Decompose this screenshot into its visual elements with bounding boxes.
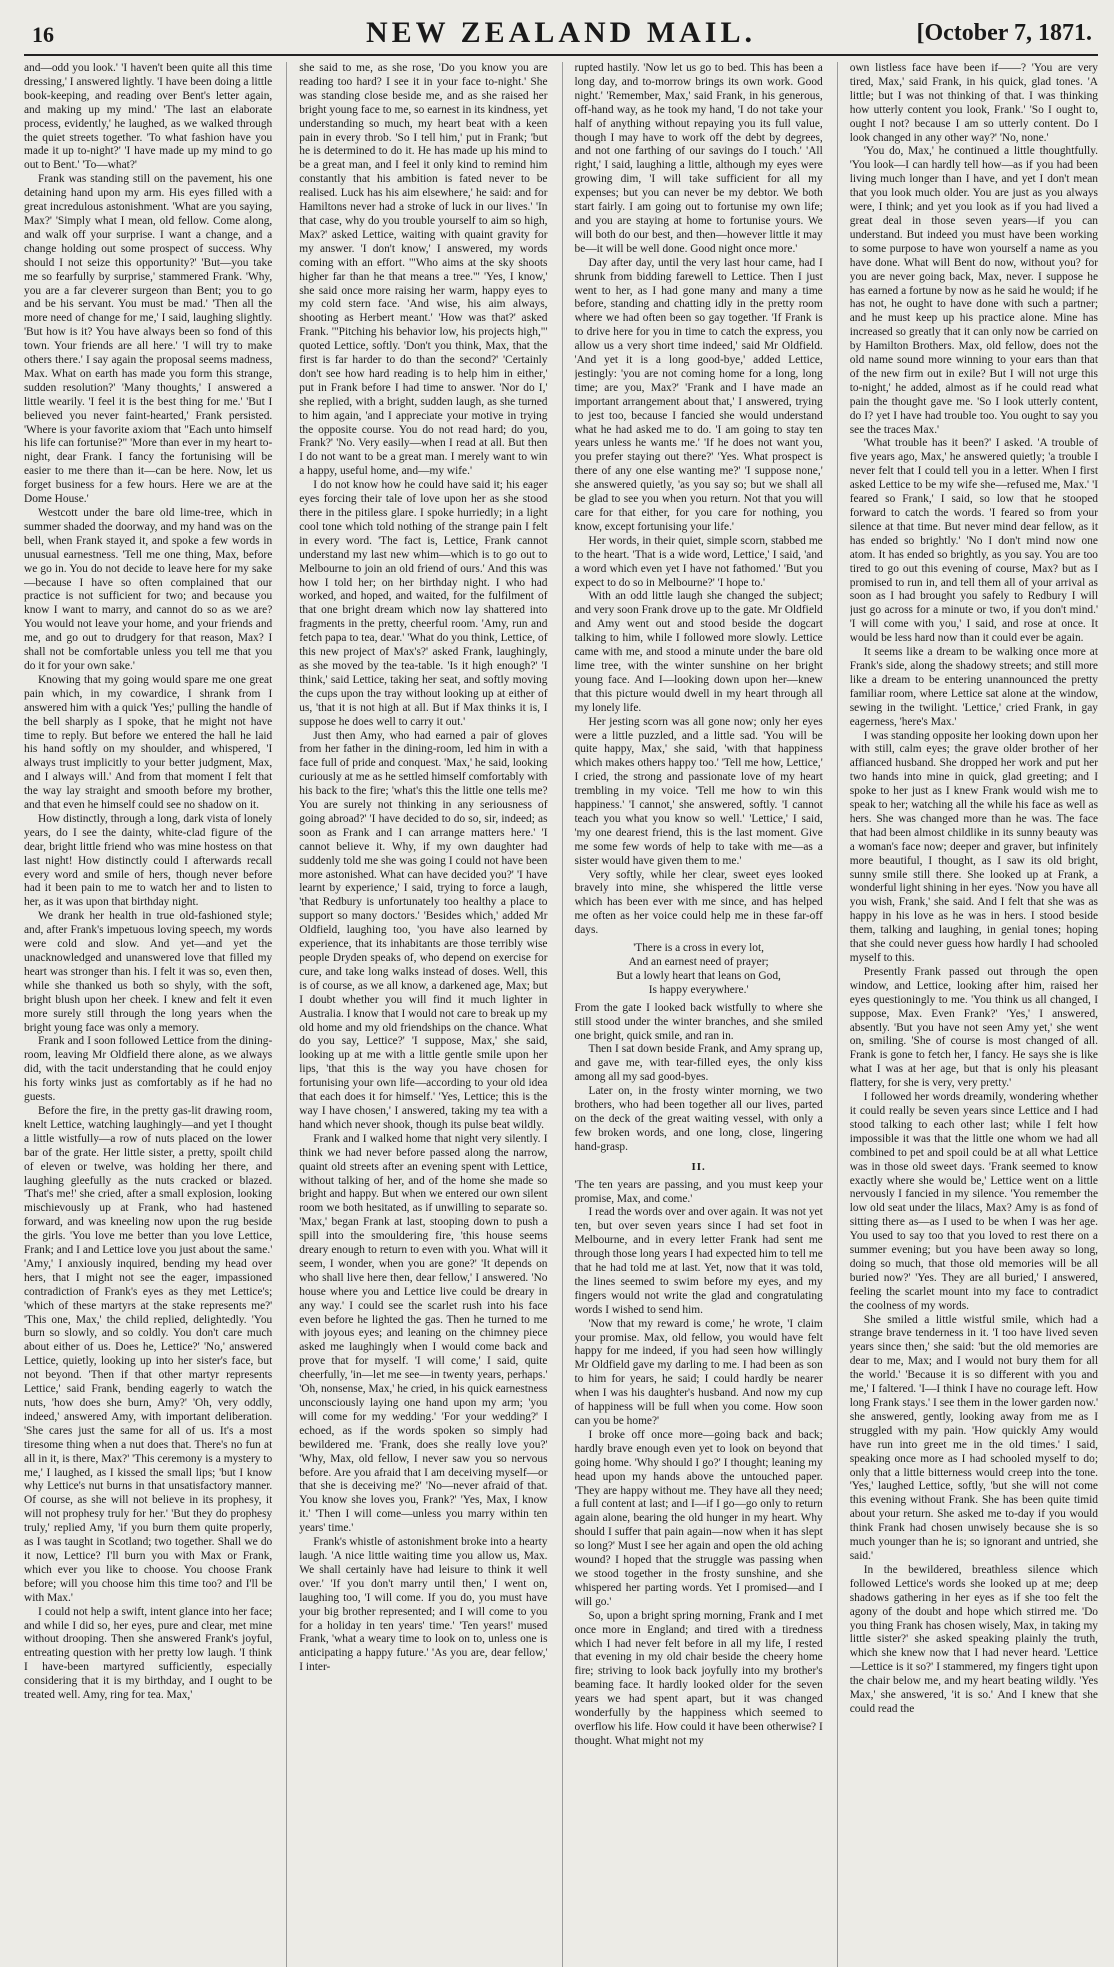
- column-2: [286, 62, 547, 1967]
- paragraph: 'Now that my reward is come,' he wrote, 'I claim your promise. Max, old fellow, you would have felt happy for me indeed, if you had seen how willingly Mr Oldfield gave my darling to me. I had been as son to him for years, he said; I could hardly be nearer when I was his daughter's husband. And now my cup of happiness will be full when you come. How soon can you be home?': [574, 1317, 823, 1427]
- paragraph: Just then Amy, who had earned a pair of gloves from her father in the dining-room, led him in with a face full of pride and conquest. 'Max,' he said, looking curiously at me as he settled himself comfortably with his back to the fire; 'what's this the little one tells me? You are surely not thinking in any seriousness of going abroad?' 'I have decided to do so, sir, indeed; as soon as Frank and I can arrange matters here.' 'I cannot believe it. Why, if my own daughter had suddenly told me she was going I could not have been more astonished. What can have decided you?' 'I have learnt by experience,' I said, trying to force a laugh, 'that Redbury is unfortunately too healthy a place to support so many doctors.' 'Besides which,' added Mr Oldfield, laughing too, 'you have also learned by experience, that its inhabitants are those terribly wise people Dryden speaks of, who depend on exercise for cure, and take long walks instead of doses. Well, this is of course, as we all know, a darkened age, Max; but I doubt whether you will find it much lighter in Australia. I know that I would not care to break up my old home and my old friendships on the chance. What do you say, Lettice?' 'I suppose, Max,' she said, looking up at me with a little gentle smile upon her lips, 'that this is the way you have chosen for fortunising your own life—according to your old idea that each does it for himself.' 'Yes, Lettice; this is the way I have chosen,' I answered, taking my tea with a hand which never shook, though its pulse beat wildly.: [299, 729, 548, 1131]
- column-1: [24, 62, 272, 1967]
- paragraph: From the gate I looked back wistfully to where she still stood under the winter branches, and she smiled one bright, quick smile, and ran in.: [574, 1001, 823, 1042]
- paragraph: 'You do, Max,' he continued a little thoughtfully. 'You look—I can hardly tell how—as if you had been living much longer than I have, and yet I don't mean that you look much older. You are just as you always were, I think; and yet you look as if you had lived a great deal in those seven years—if you can understand. But indeed you must have been working to some purpose to have won yourself a name as you have done. What will Bent do now, without you? for you are never going back, Max, never. I suppose he has earned a fortune by now as he said he would; if he has not, he ought to have done with such a partner; and he must keep up his practice alone. Mine has increased so greatly that it can only now be carried on by Hamilton Brothers. Max, old fellow, does not the old name sound more winning to your ears than that of the new firm out in exile? But I will not urge this to-night,' he added, almost as if he could read what pain the thought gave me. 'So I look utterly content, do I? yet I have had trouble too. You ought to say you see the traces Max.': [849, 145, 1098, 436]
- column-1-text: [24, 62, 272, 1703]
- verse-line: And an earnest need of prayer;: [628, 956, 769, 968]
- paragraph: How distinctly, through a long, dark vista of lonely years, do I see the dainty, white-clad figure of the dear, bright little friend who was mine hostess on that last night! How distinctly could I afterwards recall every word and smile of hers, though never before had it been pain to me to watch her and to listen to her, as it was upon that birthday night.: [24, 812, 273, 909]
- verse-block: [575, 942, 823, 998]
- paragraph: Before the fire, in the pretty gas-lit drawing room, knelt Lettice, watching laughingly—and yet I thought a little wistfully—a row of nuts placed on the lower bar of the grate. Her little sister, a pretty, spoilt child of eleven or twelve, was holding her there, and laughing gleefully as the nuts cracked or blazed. 'That's me!' she cried, after a small explosion, looking mischievously up at Frank, who had hastened forward, and was kneeling now upon the rug beside the girls. 'You love me better than you love Lettice, Frank; and I and Lettice love you just about the same.' 'Amy,' I anxiously inquired, bending my head over hers, that I might not see the eager, impassioned contradiction of Frank's eyes as they met Lettice's; 'which of these martyrs at the stake represents me?' 'This one, Max,' the child replied, delightedly. 'You burn so slowly, and so coldly. You don't care much about either of us. Does he, Lettice?' 'No,' answered Lettice, quietly, looking up into her sister's face, but not beyond. 'Then if that other martyr represents Lettice,' said Frank, bending eagerly to watch the nuts, 'how does she burn, Amy?' 'Oh, very oddly, indeed,' answered Amy, with important deliberation. 'She cares just the same for all of us. It's a most tiresome thing when a nut does that. There's no fun at all in it, is there, Max?' 'This ceremony is a mystery to me,' I laughed, as I kissed the small lips; 'but I know why Lettice's nut burns in that unsatisfactory manner. Of course, as she will not believe in its prophesy, it will not prophesy truly for her.' 'But they do prophesy truly,' replied Amy, 'if you burn them quite properly, as I was taught in Scotland; two together. Shall we do it now, Lettice? I'll burn you with Max or Frank, which ever you like to choose. You choose Frank before; will you choose him this time too? and I'll be with Max.': [24, 1104, 273, 1604]
- paragraph: With an odd little laugh she changed the subject; and very soon Frank drove up to the gate. Mr Oldfield and Amy went out and stood beside the dogcart talking to him, while I followed more slowly. Lettice came with me, and stood a minute under the bare old lime tree, with the winter sunshine on her bright young face. And I—looking down upon her—knew that this picture would dwell in my heart through all my lonely life.: [574, 590, 823, 714]
- page-number: 16: [32, 22, 54, 47]
- paragraph: I could not help a swift, intent glance into her face; and while I did so, her eyes, pure and clear, met mine without drooping. Then she answered Frank's joyful, entreating question with her pretty low laugh. 'I think I have-been martyred sufficiently, especially considering that it is my birthday, and I ought to be treated well. Amy, ring for tea. Max,': [24, 1605, 273, 1702]
- paragraph: 'What trouble has it been?' I asked. 'A trouble of five years ago, Max,' he answered quietly; 'a trouble I never felt that I could tell you in a letter. When I first asked Lettice to be my wife she—refused me, Max.' 'I feared so Frank,' I said, so low that he stooped forward to catch the words. 'I feared so from your silence at that time. But never mind dear fellow, as it has ended so brightly.' 'No I don't mind now one atom. It has ended so brightly, as you say. You are too tired to go out this evening of course, Max? but as I promised to run in, and tell them all of your arrival as soon as I had brought you safely to Redbury I will just go across for a minute or two, if you don't mind.' 'I will come with you,' I said, and rose at once. It would be less hard now than it could ever be again.: [849, 437, 1098, 645]
- article-columns: [24, 62, 1098, 1967]
- column-4-text: [850, 62, 1098, 1717]
- verse-line: But a lowly heart that leans on God,: [616, 969, 781, 982]
- paragraph: In the bewildered, breathless silence which followed Lettice's words she looked up at me; deep shadows gathering in her eyes as if she too felt the agony of the doubt and hope which stirred me. 'Do you thing Frank has chosen wisely, Max, in taking my little sister?' she asked speaking plainly the truth, which she knew now that I had never heard. 'Lettice—Lettice is it so?' I stammered, my fingers tight upon the chair below me, and my heart beating wildly. 'Yes Max,' she answered, 'it is so.' And I knew that she could read the: [849, 1563, 1098, 1715]
- header-rule: [24, 54, 1098, 56]
- paragraph: Day after day, until the very last hour came, had I shrunk from bidding farewell to Lettice. Then I just went to her, as I had gone many and many a time before, standing and chatting idly in the pretty room where we had often been so gay together. 'If Frank is to drive here for you in time to catch the express, you allow us a very short time indeed,' said Mr Oldfield. 'And yet it is a long good-bye,' added Lettice, jestingly: 'you are not coming home for a long, long time; are you, Max?' 'Frank and I have made an important arrangement about that,' I answered, trying to jest too, because I fancied she would understand what he had asked me to do. 'I am going to stay ten years unless he wants me.' 'If he does not want you, you prefer staying out there?' 'Yes. What prospect is there of any one else wanting me?' 'I suppose none,' she answered quietly, 'as you say so; but we shall all be glad to see you when you return. Not that you will care for that either, for you care for nothing, you know, except fortunising your life.': [574, 256, 823, 533]
- verse-line: Is happy everywhere.': [648, 983, 749, 996]
- paragraph: and—odd you look.' 'I haven't been quite all this time dressing,' I answered lightly. 'I have been doing a little book-keeping, and reading over Bent's letter again, and making up my mind.' 'The last an elaborate process, evidently,' he laughed, as we walked through the quiet streets together. 'To what fashion have you made it up to-night?' 'I have made up my mind to go out to Bent.' 'To—what?': [24, 62, 273, 172]
- paragraph: 'The ten years are passing, and you must keep your promise, Max, and come.': [574, 1178, 823, 1205]
- paragraph: Presently Frank passed out through the open window, and Lettice, looking after him, raised her eyes questioningly to me. 'You think us all changed, I suppose, Max. Even Frank?' 'Yes,' I answered, absently. 'But you have not seen Amy yet,' she went on, smiling. 'She of course is most changed of all. Frank is gone to fetch her, I fancy. He says she is like what I was at her age, but that is only his pleasant flattery, for she is very, very pretty.': [849, 965, 1098, 1090]
- paragraph: I was standing opposite her looking down upon her with still, calm eyes; the grave older brother of her affianced husband. She dropped her work and put her two hands into mine in quick, glad greeting; and I spoke to her just as I knew Frank would wish me to speak to her; watching all the while his face as well as hers. She was changed more than he was. The face that had been almost childlike in its sunny beauty was a woman's face now; deeper and graver, but infinitely more beautiful, I thought, as I saw its old bright, sunny smile still there. She looked up at Frank, a wonderful light shining in her eyes. 'Now you have all you wish, Frank,' she said. And I felt that she was as happy in his love as he was in hers. I stood beside them, talking and laughing, in genial tones; hoping that she could never guess how hardly I had schooled myself to this.: [849, 729, 1098, 964]
- paragraph: I broke off once more—going back and back; hardly brave enough even yet to look on beyond that going home. 'Why should I go?' I thought; leaning my head upon my hands above the untouched paper. 'They are happy without me. They have all they need; a full content at last; and I—if I go—go only to return again alone, bearing the old hunger in my heart. Why should I suffer that pain again—now when it has slept so long?' Must I see her again and open the old aching wound? I hoped that the struggle was passing when we stood together in the frosty sunshine, and she whispered her parting words. Yet I promised—and I will go.': [574, 1428, 823, 1608]
- paragraph: Later on, in the frosty winter morning, we two brothers, who had been together all our lives, parted on the deck of the great waiting vessel, with only a few broken words, and one long, close, lingering hand-grasp.: [574, 1085, 823, 1153]
- paragraph: I followed her words dreamily, wondering whether it could really be seven years since Lettice and I had stood talking to each other last; while I felt how impossible it was that the little one whom we had all combined to pet and spoil could be at all what Lettice was in those old sweet days. 'Frank seemed to know exactly where she would be,' Lettice went on a little nervously I fancied in my silence. 'You remember the low old seat under the lilacs, Max? Amy is as fond of sitting there as—as I used to be when I was her age. You used to say too that you loved to rest there on a summer evening; but you have been away so long, doing so much, that those old memories will be all buried now?' 'Yes. They are all buried,' I answered, feeling the scarlet mount into my face to contradict the coolness of my words.: [849, 1091, 1098, 1312]
- paragraph: Her words, in their quiet, simple scorn, stabbed me to the heart. 'That is a wide word, Lettice,' I said, 'and a word which even yet I have not fathomed.' 'But you expect to do so in Melbourne?' 'I hope to.': [574, 534, 823, 589]
- paragraph: Frank and I soon followed Lettice from the dining-room, leaving Mr Oldfield there alone, as we always did, with the tacit understanding that he could enjoy his forty winks just as comfortably as if he had no guests.: [24, 1035, 273, 1104]
- paragraph: Knowing that my going would spare me one great pain which, in my cowardice, I shrank from I answered him with a quick 'Yes;' pulling the handle of the bell sharply as I spoke, that he might not have time to reply. But before we entered the hall he laid his hand softly on my shoulder, and whispered, 'I always trust implicitly to your better judgment, Max, and I always will.' And from that moment I felt that the way lay straight and smooth before my brother, and that even he himself could see no shadow on it.: [24, 673, 273, 812]
- section-heading: II.: [691, 1160, 706, 1173]
- paragraph: We drank her health in true old-fashioned style; and, after Frank's impetuous loving speech, my words were cold and slow. And yet—and yet the unacknowledged and unanswered love that filled my heart was stronger than his. I felt it was so, even then, while she thanked us both so shyly, with the soft, bright blush upon her cheek. I knew and felt it even more surely still through the long years when the bright young face was only a memory.: [24, 910, 273, 1034]
- paragraph: Frank and I walked home that night very silently. I think we had never before passed along the narrow, quaint old streets after an evening spent with Lettice, without talking of her, and of the home she made so bright and happy. But when we entered our own silent room we both hesitated, as if unwilling to separate so. 'Max,' began Frank at last, stooping down to push a spill into the smouldering fire, 'this house seems dreary enough to return to even with you. What will it seem, I wonder, when you are gone?' 'It depends on who shall live here then, dear fellow,' I answered. 'No house where you and Lettice live could be dreary in any way.' I could see the scarlet rush into his face even before he lighted the gas. Then he turned to me with joyous eyes; and leaning on the chimney piece asked me laughingly when I would come back and prove that for myself. 'I will come,' I said, quite cheerfully, 'in—let me see—in twenty years, perhaps.' 'Oh, nonsense, Max,' he cried, in his quick earnestness unconsciously laying one hand upon my arm; 'you will come for my wedding.' 'For your wedding?' I echoed, as if the words spoken so simply had bewildered me. 'Frank, does she really love you?' 'Why, Max, old fellow, I never saw you so nervous before. Are you afraid that I am deceiving myself—or that she is deceiving me?' 'No—never afraid of that. You know she loves you, Frank?' 'Yes, Max, I know it.' 'Then I will come—unless you marry within ten years' time.': [299, 1132, 548, 1535]
- paper-title: NEW ZEALAND MAIL.: [366, 16, 756, 49]
- issue-date: [October 7, 1871.: [916, 20, 1092, 46]
- column-3: [562, 62, 823, 1967]
- paragraph: Frank was standing still on the pavement, his one detaining hand upon my arm. His eyes filled with a great incredulous astonishment. 'What are you saying, Max?' 'Simply what I mean, old fellow. Come along, and walk off your surprise. I want a change, and a change holding out some prospect of success. Why should I not seize this opportunity?' 'But—you take me so fearfully by surprise,' stammered Frank. 'Why, you are a far cleverer surgeon than Bent; you to go and be his servant. You must be mad.' 'Then all the more need of change for me,' I said, laughing slightly. 'But how is it? You have always been so fond of this town. Your friends are all here.' 'I will try to make others there.' I say again the proposal seems madness, Max. What on earth has made you form this strange, sudden resolution?' 'Many thoughts,' I answered a little wearily. 'I feel it is the best thing for me.' 'But I believed you never faint-hearted,' Frank persisted. 'Where is your favorite axiom that "Each unto himself his life can fortunise?" 'More than ever in my heart to-night, dear Frank. I fancy the fortunising will be easier to me there than it—can be here. Now, let us forget business for a few hours. Here we are at the Dome House.': [24, 173, 273, 506]
- verse-line: 'There is a cross in every lot,: [633, 942, 765, 955]
- paragraph: She smiled a little wistful smile, which had a strange brave tenderness in it. 'I too have lived seven years since then,' she said: 'but the old memories are dear to me, Max; and I would not bury them for all the world.' 'Because it is so different with you and me,' I faltered. 'I—I think I have no courage left. How long Frank stays.' I see them in the lower garden now.' she answered, gently, looking away from me as I struggled with my pain. 'How quickly Amy would have run into greet me in the old times.' I said, speaking once more as I had schooled myself to do; only that a little bitterness would creep into the tone. 'Yes,' laughed Lettice, softly, 'but she will not come this evening without Frank. She has been quite timid about your return. She asked me to-day if you would think Frank had chosen unwisely because she is so much younger than he is; so ignorant and untried, she said.': [849, 1313, 1098, 1562]
- paragraph: rupted hastily. 'Now let us go to bed. This has been a long day, and to-morrow brings its own work. Good night.' 'Remember, Max,' said Frank, in his generous, off-hand way, as he took my hand, 'I do not take your half of anything without repaying you its full value, though I may have to work off the debt by degrees, and not one farthing of our savings do I touch.' 'All right,' I said, laughing a little, although my eyes were growing dim, 'I will take sufficient for all my expenses; but you can never be my debtor. We both start fairly. I am going out to fortunise my own life; and you are staying at home to fortunise yours. We will both do our best, and then—however little it may be—it will be well done. Good night once more.': [574, 62, 823, 255]
- column-3b-text: [575, 1002, 823, 1155]
- paragraph: It seems like a dream to be walking once more at Frank's side, along the shadowy streets; and still more like a dream to be entering unannounced the pretty familiar room, where Lettice sat alone at the window, sewing in the twilight. 'Lettice,' cried Frank, in gay eagerness, 'here's Max.': [849, 646, 1098, 728]
- column-2-text: [299, 62, 547, 1675]
- paragraph: I read the words over and over again. It was not yet ten, but over seven years since I had set foot in Melbourne, and in every letter Frank had sent me through those long years I had expected him to tell me that he had told me at last. Yet, now that it was told, the lines seemed to swim before my eyes, and my fingers would not write the glad and congratulating words I wished to send him.: [574, 1206, 823, 1316]
- column-3-text: [575, 62, 823, 938]
- paragraph: she said to me, as she rose, 'Do you know you are reading too hard? I see it in your face to-night.' She was standing close beside me, and as she raised her bright young face to me, so earnest in its kindness, yet understanding so much, my heart beat with a keen pain in every throb. 'So I tell him,' put in Frank; 'but he is determined to do it. He has made up his mind to be a great man, and I feel it only kind to remind him constantly that his ambition is fated never to be realised. Luck has his aim elsewhere,' he said: and for Hamiltons never had a stroke of luck in our lives.' 'In that case, why do you trouble yourself to aim so high, Max?' asked Lettice, waiting with quaint gravity for my answer. 'I don't know,' I answered, my words coming with an effort. '"Who aims at the sky shoots higher far than he that means a tree."' 'Yes, I know,' she said once more raising her warm, happy eyes to my cold stern face. 'And wise, his aim always, shooting as Herbert meant.' 'How was that?' asked Frank. '"Pitching his behavior low, his projects high,"' quoted Lettice, softly. 'Don't you think, Max, that the first is far harder to do than the second?' 'Certainly don't see how hard reading is to help him in either,' put in Frank before I had time to answer. 'Nor do I,' she replied, with a bright, sudden laugh, as she turned to him again, 'and I appreciate your motive in trying the opposite course. You do not read hard; do you, Frank?' 'No. Very easily—when I read at all. But then I do not want to be a great man. I merely want to win a happy, useful home, and—my wife.': [299, 62, 548, 478]
- paragraph: I do not know how he could have said it; his eager eyes forcing their tale of love upon her as she stood there in the pitiless glare. I spoke hurriedly; in a light cool tone which told nothing of the strange pain I felt in every word. 'The fact is, Lettice, Frank cannot understand my last new whim—which is to go out to Melbourne to join an old friend of ours.' And this was how I told her; on her birthday night. I who had worked, and hoped, and waited, for the fulfilment of that one bright dream which now lay shattered into fragments in the pretty, cheerful room. 'Amy, run and fetch papa to tea, dear.' 'What do you think, Lettice, of this new project of Max's?' asked Frank, laughingly, as she moved by the tea-table. 'Is it high enough?' 'I think,' said Lettice, taking her seat, and softly moving the cups upon the tray without looking up at either of us, 'that it is not high at all. But if Max thinks it is, I suppose he does well to carry it out.': [299, 479, 548, 728]
- paragraph: Very softly, while her clear, sweet eyes looked bravely into mine, she whispered the little verse which has been ever with me since, and has helped me often as her voice could help me in these far-off days.: [574, 868, 823, 937]
- paragraph: So, upon a bright spring morning, Frank and I met once more in England; and tired with a tiredness which I had never felt before in all my life, I rested that evening in my old chair beside the cheery home fire; striving to look back joyfully into my brother's beaming face. It hardly looked older for the seven years we had spent apart, but it was changed wonderfully by the happiness which seemed to overflow his life. How could it have been otherwise? I thought. What might not my: [574, 1609, 823, 1747]
- paragraph: own listless face have been if——? 'You are very tired, Max,' said Frank, in his quick, glad tones. 'A little; but I was not thinking of that. I was thinking how utterly content you look, Frank.' 'So I ought to, ought I not? because I am so utterly content. Do I look changed in any other way?' 'No, none.': [849, 62, 1098, 144]
- paragraph: Westcott under the bare old lime-tree, which in summer shaded the doorway, and my hand was on the bell, when Frank stayed it, and spoke a few words in unusual earnestness. 'Tell me one thing, Max, before we go in. You do not decide to leave here for my sake—because I have so often complained that our practice is not sufficient for two; and because you know I want to marry, and cannot do so as we are? You would not leave your home, and your friends and me, and go out to drudgery for that reason, Max? I shall not be comfortable unless you tell me that you do it for your own sake.': [24, 507, 273, 672]
- paragraph: Then I sat down beside Frank, and Amy sprang up, and gave me, with tear-filled eyes, the only kiss among all my sad good-byes.: [574, 1043, 823, 1084]
- paragraph: Her jesting scorn was all gone now; only her eyes were a little puzzled, and a little sad. 'You will be quite happy, Max,' she said, 'with that happiness which makes others happy too.' 'Tell me how, Lettice,' I cried, the strong and passionate love of my heart trembling in my voice. 'Tell me how to win this happiness.' 'I cannot,' she answered, softly. 'I cannot teach you what you know so well.' 'Lettice,' I said, 'my one dearest friend, this is the last moment. Give me some few words of help to take with me—as a sister would have given them to me.': [574, 715, 823, 867]
- column-3c-text: [575, 1179, 823, 1749]
- masthead: [24, 16, 1098, 50]
- paragraph: Frank's whistle of astonishment broke into a hearty laugh. 'A nice little waiting time you allow us, Max. We shall certainly have had leisure to think it well over.' 'If you don't marry until then,' I went on, laughing too, 'I will come. If you do, you must have your big brother represented; and I will come to you for a holiday in ten years' time.' 'Ten years!' mused Frank, 'what a weary time to look on to, unless one is anticipating a happy future.' 'As you are, dear fellow,' I inter-: [299, 1536, 548, 1674]
- column-4: [837, 62, 1098, 1967]
